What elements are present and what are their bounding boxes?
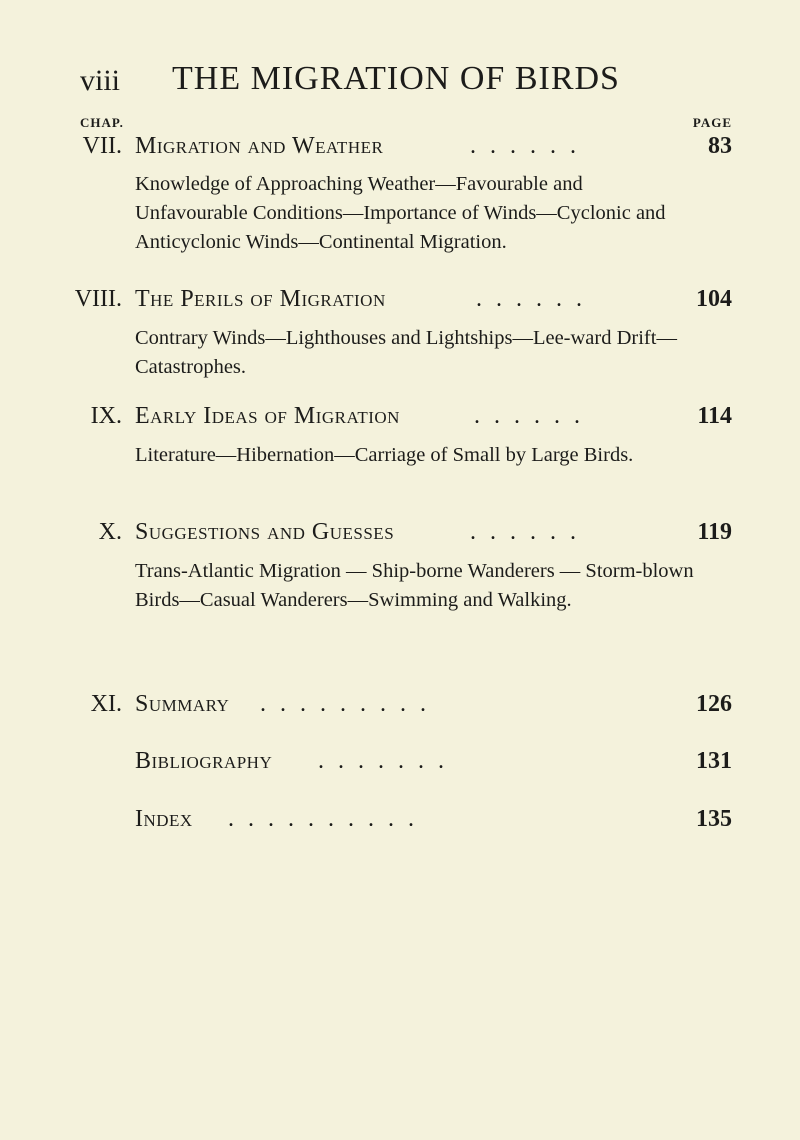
section-page: 135	[696, 806, 732, 832]
chapter-title: Migration and Weather	[135, 133, 384, 159]
dot-leaders: ......	[474, 403, 594, 429]
chapter-number: VIII.	[74, 286, 122, 312]
page-number: viii	[80, 64, 121, 97]
chapter-title: Suggestions and Guesses	[135, 519, 395, 545]
dot-leaders: .......	[318, 748, 458, 774]
chapter-number: VII.	[82, 133, 122, 159]
section-title: Bibliography	[135, 748, 273, 774]
chapter-page: 126	[696, 691, 732, 717]
chapter-page: 104	[696, 286, 732, 312]
chapter-number: X.	[98, 519, 122, 545]
dot-leaders: ......	[476, 286, 596, 312]
chap-column-label: CHAP.	[80, 115, 124, 130]
chapter-page: 119	[697, 519, 732, 545]
chapter-summary: Trans-Atlantic Migration — Ship-borne Wanderers — Storm-blown Birds—Casual Wanderers—Swimming and Walking.	[135, 560, 694, 611]
chapter-number: IX.	[90, 403, 122, 429]
chapter-summary: Knowledge of Approaching Weather—Favourable and Unfavourable Conditions—Importance of Winds—Cyclonic and Anticyclonic Winds—Continental Migration.	[135, 173, 666, 253]
chapter-summary: Literature—Hibernation—Carriage of Small by Large Birds.	[135, 444, 634, 466]
dot-leaders: .........	[260, 691, 440, 717]
chapter-title: Summary	[135, 691, 230, 717]
section-title: Index	[135, 806, 193, 832]
dot-leaders: ......	[470, 133, 590, 159]
dot-leaders: ..........	[228, 806, 428, 832]
chapter-number: XI.	[90, 691, 122, 717]
book-title: THE MIGRATION OF BIRDS	[172, 60, 620, 97]
chapter-title: Early Ideas of Migration	[135, 403, 400, 429]
page-column-label: PAGE	[692, 115, 732, 130]
section-page: 131	[696, 748, 732, 774]
chapter-page: 114	[697, 403, 732, 429]
chapter-title: The Perils of Migration	[135, 286, 386, 312]
chapter-page: 83	[708, 133, 732, 159]
chapter-summary: Contrary Winds—Lighthouses and Lightships—Lee-ward Drift—Catastrophes.	[135, 327, 677, 378]
running-head	[80, 60, 730, 100]
dot-leaders: ......	[470, 519, 590, 545]
